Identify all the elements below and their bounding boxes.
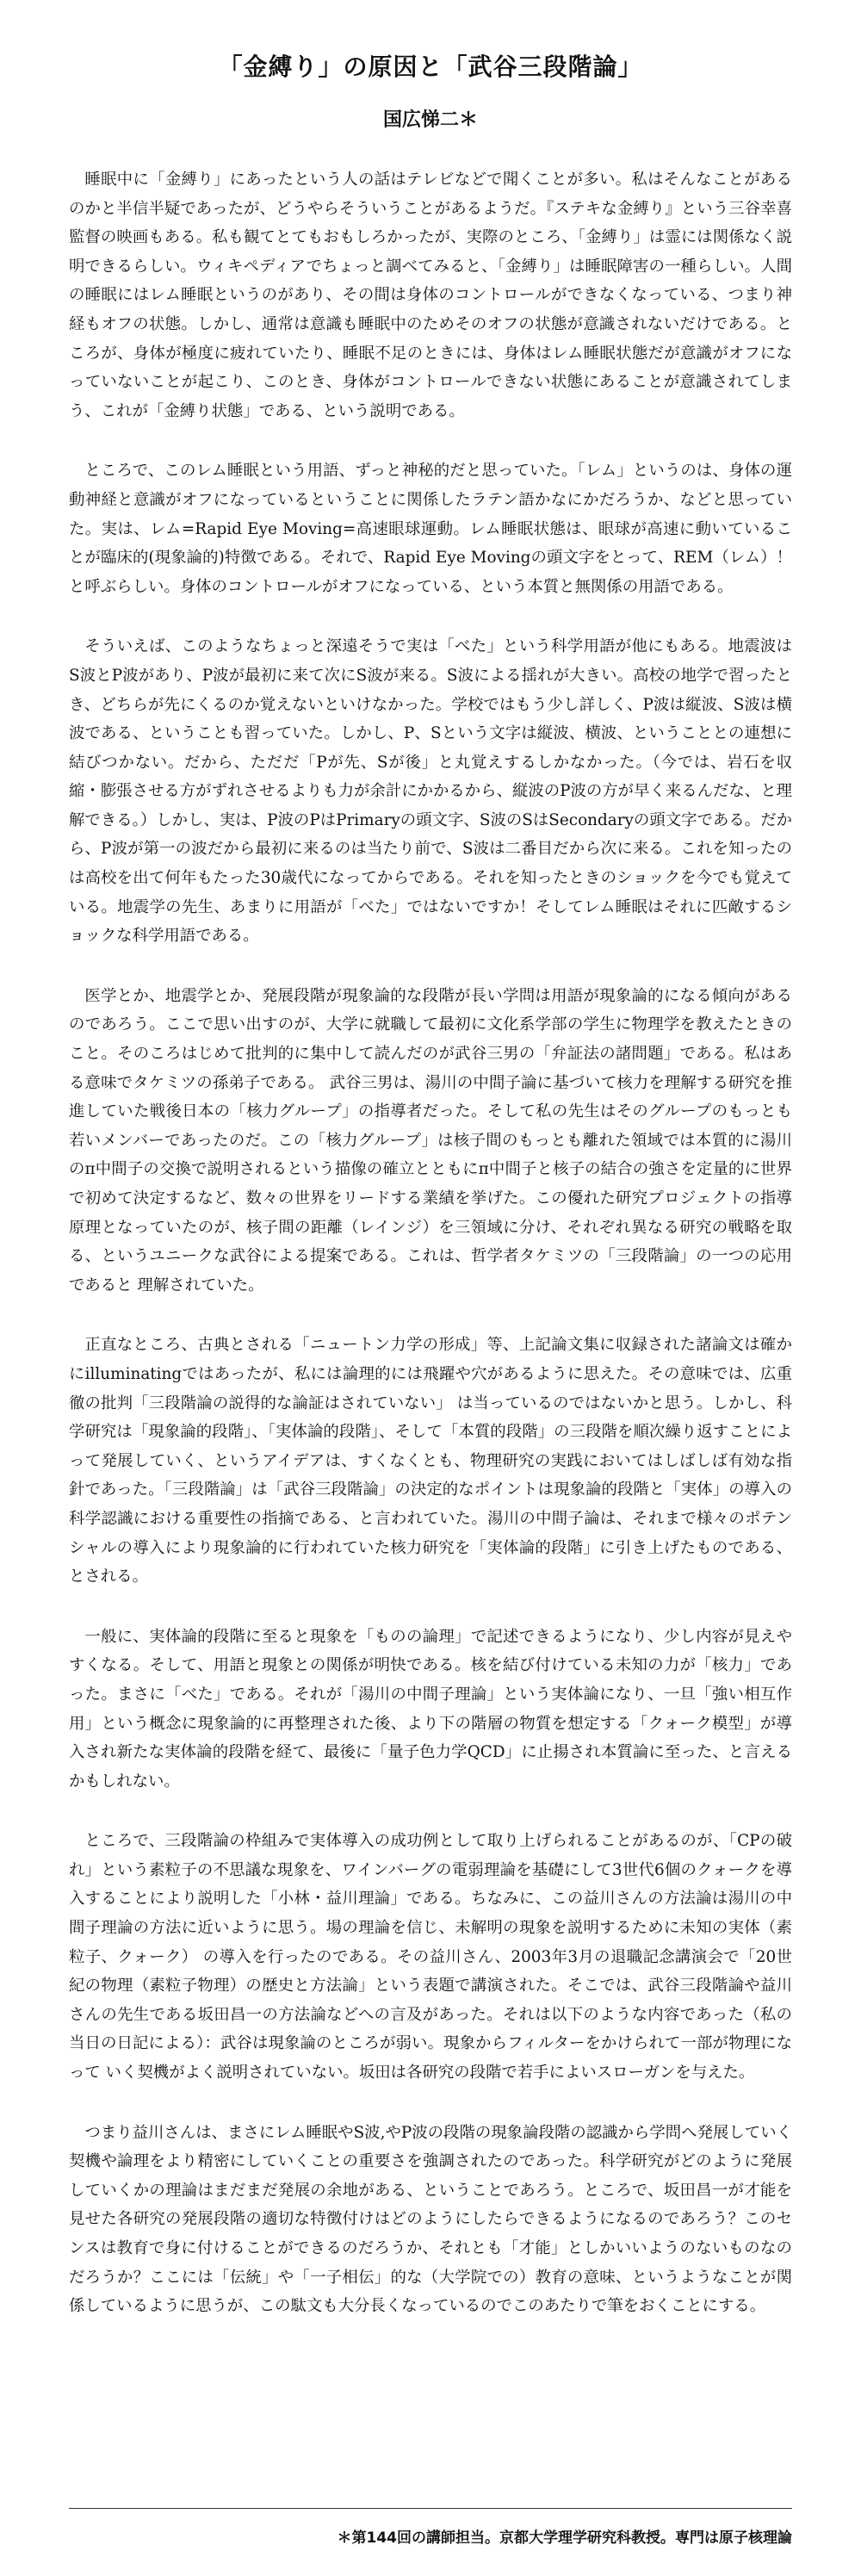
article-body: [69, 165, 792, 2352]
author-name: 国広悌二＊: [382, 109, 478, 131]
paragraph-6: 一般に、実体論的段階に至ると現象を「ものの論理」で記述できるようになり、少し内容が見えやすくなる。そして、用語と現象との関係が明快である。核を結び付けている未知の力が「核力」であった。まさに「べた」である。それが「湯川の中間子理論」という実体論になり、一旦「強い相互作用」という概念に現象論的に再整理された後、より下の階層の物質を想定する「クォーク模型」が導入され新たな実体論的段階を経て、最後に「量子色力学QCD」に止揚され本質論に至った、と言えるかもしれない。: [69, 1627, 792, 1791]
author-footnote: ＊第144回の講師担当。京都大学理学研究科教授。専門は原子核理論: [337, 2529, 792, 2547]
paragraph-5: 正直なところ、古典とされる「ニュートン力学の形成」等、上記論文集に収録された諸論文は確かにilluminatingではあったが、私には論理的には飛躍や穴があるように思えた。その意味では、広重徹の批判「三段階論の説得的な論証はされていない」 は当っているのではないかと思う。しかし、科学研究は「現象論的段階」、「実体論的段階」、そして「本質的段階」の三段階を順次繰り返すことによって発展していく、というアイデアは、すくなくとも、物理研究の実践においてはしばしば有効な指針であった。「三段階論」は「武谷三段階論」の決定的なポイントは現象論的段階と「実体」の導入の 科学認識における重要性の指摘である、と言われていた。湯川の中間子論は、それまで様々のポテンシャルの導入により現象論的に行われていた核力研究を「実体論的段階」に引き上げたものである、とされる。: [69, 1336, 792, 1586]
paragraph-1: 睡眠中に「金縛り」にあったという人の話はテレビなどで聞くことが多い。私はそんなことがあるのかと半信半疑であったが、どうやらそういうことがあるようだ。『ステキな金縛り』という三谷幸喜監督の映画もある。私も観てとてもおもしろかったが、実際のところ、「金縛り」は霊には関係なく説明できるらしい。ウィキペディアでちょっと調べてみると、「金縛り」は睡眠障害の一種らしい。人間の睡眠にはレム睡眠というのがあり、その間は身体のコントロールができなくなっている、つまり神経もオフの状態。しかし、通常は意識も睡眠中のためそのオフの状態が意識されないだけである。ところが、身体が極度に疲れていたり、睡眠不足のときには、身体はレム睡眠状態だが意識がオフになっていないことが起こり、このとき、身体がコントロールできない状態にあることが意識されてしまう、これが「金縛り状態」である、という説明である。: [69, 171, 792, 420]
paragraph-4: 医学とか、地震学とか、発展段階が現象論的な段階が長い学問は用語が現象論的になる傾向があるのであろう。ここで思い出すのが、大学に就職して最初に文化系学部の学生に物理学を教えたときのこと。そのころはじめて批判的に集中して読んだのが武谷三男の「弁証法の諸問題」である。私はある意味でタケミツの孫弟子である。 武谷三男は、湯川の中間子論に基づいて核力を理解する研究を推進していた戦後日本の「核力グループ」の指導者だった。そして私の先生はそのグループのもっとも若いメンバーであったのだ。この「核力グループ」は核子間のもっとも離れた領域では本質的に湯川のπ中間子の交換で説明されるという描像の確立とともにπ中間子と核子の結合の強さを定量的に世界で初めて決定するなど、数々の世界をリードする業績を挙げた。この優れた研究プロジェクトの指導原理となっていたのが、核子間の距離（レインジ）を三領域に分け、それぞれ異なる研究の戦略を取る、というユニークな武谷による提案である。これは、哲学者タケミツの「三段階論」の一つの応用であると 理解されていた。: [69, 986, 792, 1294]
paragraph-7: ところで、三段階論の枠組みで実体導入の成功例として取り上げられることがあるのが、「CPの破れ」という素粒子の不思議な現象を、ワインバーグの電弱理論を基礎にして3世代6個のクォークを導入することにより説明した「小林・益川理論」である。ちなみに、この益川さんの方法論は湯川の中間子理論の方法に近いように思う。場の理論を信じ、未解明の現象を説明するために未知の実体（素粒子、クォーク） の導入を行ったのである。その益川さん、2003年3月の退職記念講演会で「20世紀の物理（素粒子物理）の歴史と方法論」という表題で講演された。そこでは、武谷三段階論や益川さんの先生である坂田昌一の方法論などへの言及があった。それは以下のような内容であった（私の当日の日記による）：武谷は現象論のところが弱い。現象からフィルターをかけられて一部が物理になって いく契機がよく説明されていない。坂田は各研究の段階で若手によいスローガンを与えた。: [69, 1832, 792, 2083]
paragraph-3: そういえば、このようなちょっと深遠そうで実は「べた」という科学用語が他にもある。地震波はS波とP波があり、P波が最初に来て次にS波が来る。S波による揺れが大きい。高校の地学で習ったとき、どちらが先にくるのか覚えないといけなかった。学校ではもう少し詳しく、P波は縦波、S波は横波である、ということも習っていた。しかし、P、Sという文字は縦波、横波、ということとの連想に結びつかない。だから、ただだ「Pが先、Sが後」と丸覚えするしかなかった。（今では、岩石を収縮・膨張させる方がずれさせるよりも力が余計にかかるから、縦波のP波の方が早く来るんだな、と理解できる。）しかし、実は、P波のPはPrimaryの頭文字、S波のSはSecondaryの頭文字である。だから、P波が第一の波だから最初に来るのは当たり前で、S波は二番目だから次に来る。これを知ったのは高校を出て何年もたった30歳代になってからである。それを知ったときのショックを今でも覚えている。地震学の先生、あまりに用語が「べた」ではないですか！そしてレム睡眠はそれに匹敵するショックな科学用語である。: [69, 637, 792, 946]
article-title: 「金縛り」の原因と「武谷三段階論」: [218, 53, 643, 81]
footnote-divider: [69, 2508, 792, 2509]
paragraph-8: つまり益川さんは、まさにレム睡眠やS波,やP波の段階の現象論段階の認識から学問へ発展していく契機や論理をより精密にしていくことの重要さを強調されたのであった。科学研究がどのように発展していくかの理論はまだまだ発展の余地がある、ということであろう。ところで、坂田昌一が才能を見せた各研究の発展段階の適切な特徴付けはどのようにしたらできるようになるのであろう？このセンスは教育で身に付けることができるのだろうか、それとも「才能」としかいいようのないものなのだろうか？ここには「伝統」や「一子相伝」的な（大学院での）教育の意味、というようなことが関係しているように思うが、この駄文も大分長くなっているのでこのあたりで筆をおくことにする。: [69, 2123, 792, 2316]
paragraph-2: ところで、このレム睡眠という用語、ずっと神秘的だと思っていた。「レム」というのは、身体の運動神経と意識がオフになっているということに関係したラテン語かなにかだろうか、などと思っていた。実は、レム=Rapid Eye Moving=高速眼球運動。レム睡眠状態は、眼球が高速に動いていることが臨床的(現象論的)特徴である。それで、Rapid Eye Movingの頭文字をとって、REM（レム）！と呼ぶらしい。身体のコントロールがオフになっている、という本質と無関係の用語である。: [69, 462, 792, 596]
